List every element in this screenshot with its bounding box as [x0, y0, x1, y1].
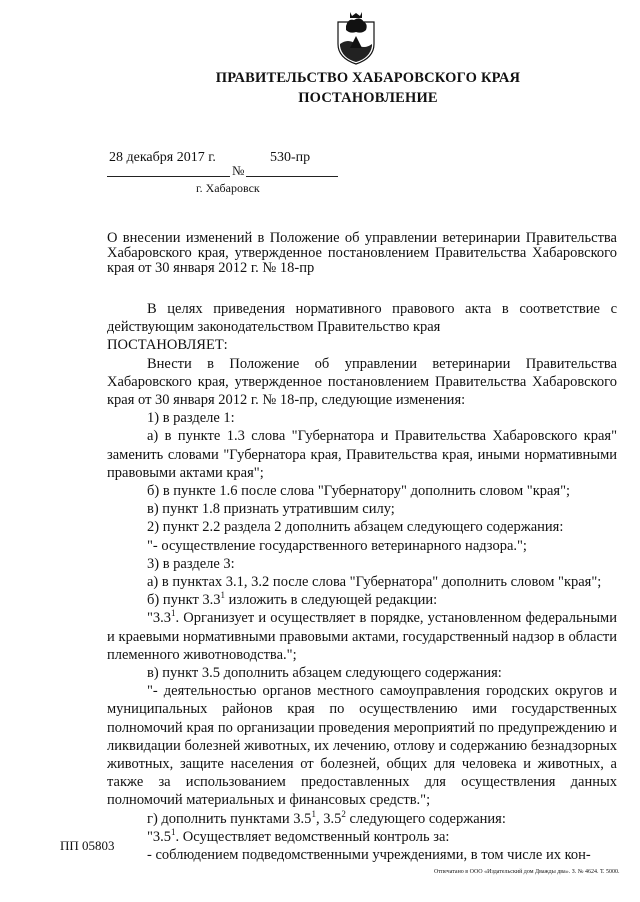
date-underline: [107, 176, 230, 177]
paragraph: 1) в разделе 1:: [147, 410, 235, 427]
paragraph: - соблюдением подведомственными учреждениями, в том числе их кон-: [147, 847, 591, 864]
paragraph: б) в пункте 1.6 после слова "Губернатору" дополнить словом "края";: [147, 483, 571, 500]
paragraph: [107, 828, 617, 846]
document-date: 28 декабря 2017 г.: [109, 150, 216, 165]
document-subject: О внесении изменений в Положение об управлении ветеринарии Правительства Хабаровского края, утвержденное постановлением Правительства Хабаровского края от 30 января 2012 г. № 18-пр: [107, 230, 617, 276]
paragraph: в) пункт 3.5 дополнить абзацем следующего содержания:: [147, 665, 502, 682]
text-span: , 3.5: [315, 810, 342, 827]
paragraph: Внести в Положение об управлении ветеринарии Правительства Хабаровского края, утвержденное постановлением Правительства Хабаровского края от 30 января 2012 г. № 18-пр, следующие изменения:: [107, 355, 617, 409]
number-sign: №: [232, 163, 245, 178]
paragraph: а) в пункте 1.3 слова "Губернатора и Правительства Хабаровского края" заменить словами "Губернатора края, Правительства края, иными нормативными правовыми актами края";: [107, 428, 617, 481]
superscript: 1: [220, 590, 226, 601]
paragraph: в) пункт 1.8 признать утратившим силу;: [147, 501, 395, 518]
coat-of-arms-emblem: [334, 8, 378, 66]
document-type: ПОСТАНОВЛЕНИЕ: [298, 90, 438, 106]
paragraph: 3) в разделе 3:: [147, 555, 235, 572]
number-underline: [246, 176, 338, 177]
text-span: . Организует и осуществляет в порядке, установленном федеральными и краевыми нормативными правовыми актами, государственный надзор в области племенного животноводства.";: [107, 610, 617, 663]
paragraph: "- осуществление государственного ветеринарного надзора.";: [147, 537, 527, 554]
text-span: б) пункт 3.3: [147, 592, 221, 609]
text-span: следующего содержания:: [345, 810, 506, 827]
paragraph: а) в пунктах 3.1, 3.2 после слова "Губернатора" дополнить словом "края";: [147, 574, 602, 591]
superscript: 1: [171, 608, 176, 619]
paragraph: [107, 609, 617, 664]
paragraph: "- деятельностью органов местного самоуправления городских округов и муниципальных районов края по осуществлению ими государственных полномочий края по организации проведения мероприятий по предупреждению и ликвидации болезней животных, их лечению, отлову и содержанию безнадзорных животных, защите населения от болезней, общих для человека и животных, а также за использованием предоставленных для осуществления данных полномочий материальных и финансовых средств.";: [107, 683, 617, 809]
city-label: г. Хабаровск: [196, 181, 260, 195]
paragraph: [107, 591, 617, 609]
resolution-keyword: ПОСТАНОВЛЯЕТ:: [107, 337, 228, 354]
text-span: "3.3: [147, 610, 172, 627]
superscript: 2: [341, 808, 346, 819]
superscript: 1: [311, 808, 316, 819]
organization-name: ПРАВИТЕЛЬСТВО ХАБАРОВСКОГО КРАЯ: [215, 70, 521, 86]
document-number: 530-пр: [270, 150, 311, 165]
text-span: . Осуществляет ведомственный контроль за:: [175, 828, 450, 845]
document-body: [107, 300, 617, 864]
paragraph: В целях приведения нормативного правового акта в соответствие с действующим законодательством Правительство края: [107, 301, 617, 336]
document-code: ПП 05803: [60, 838, 115, 853]
text-span: г) дополнить пунктами 3.5: [147, 810, 312, 827]
text-span: "3.5: [147, 828, 172, 845]
paragraph: 2) пункт 2.2 раздела 2 дополнить абзацем следующего содержания:: [147, 519, 564, 536]
text-span: изложить в следующей редакции:: [225, 592, 438, 609]
printer-imprint: Отпечатано в ООО «Издательский дом Дважды два». З. № 4624. Т. 5000.: [434, 869, 620, 875]
paragraph: [107, 810, 617, 828]
superscript: 1: [171, 827, 176, 838]
